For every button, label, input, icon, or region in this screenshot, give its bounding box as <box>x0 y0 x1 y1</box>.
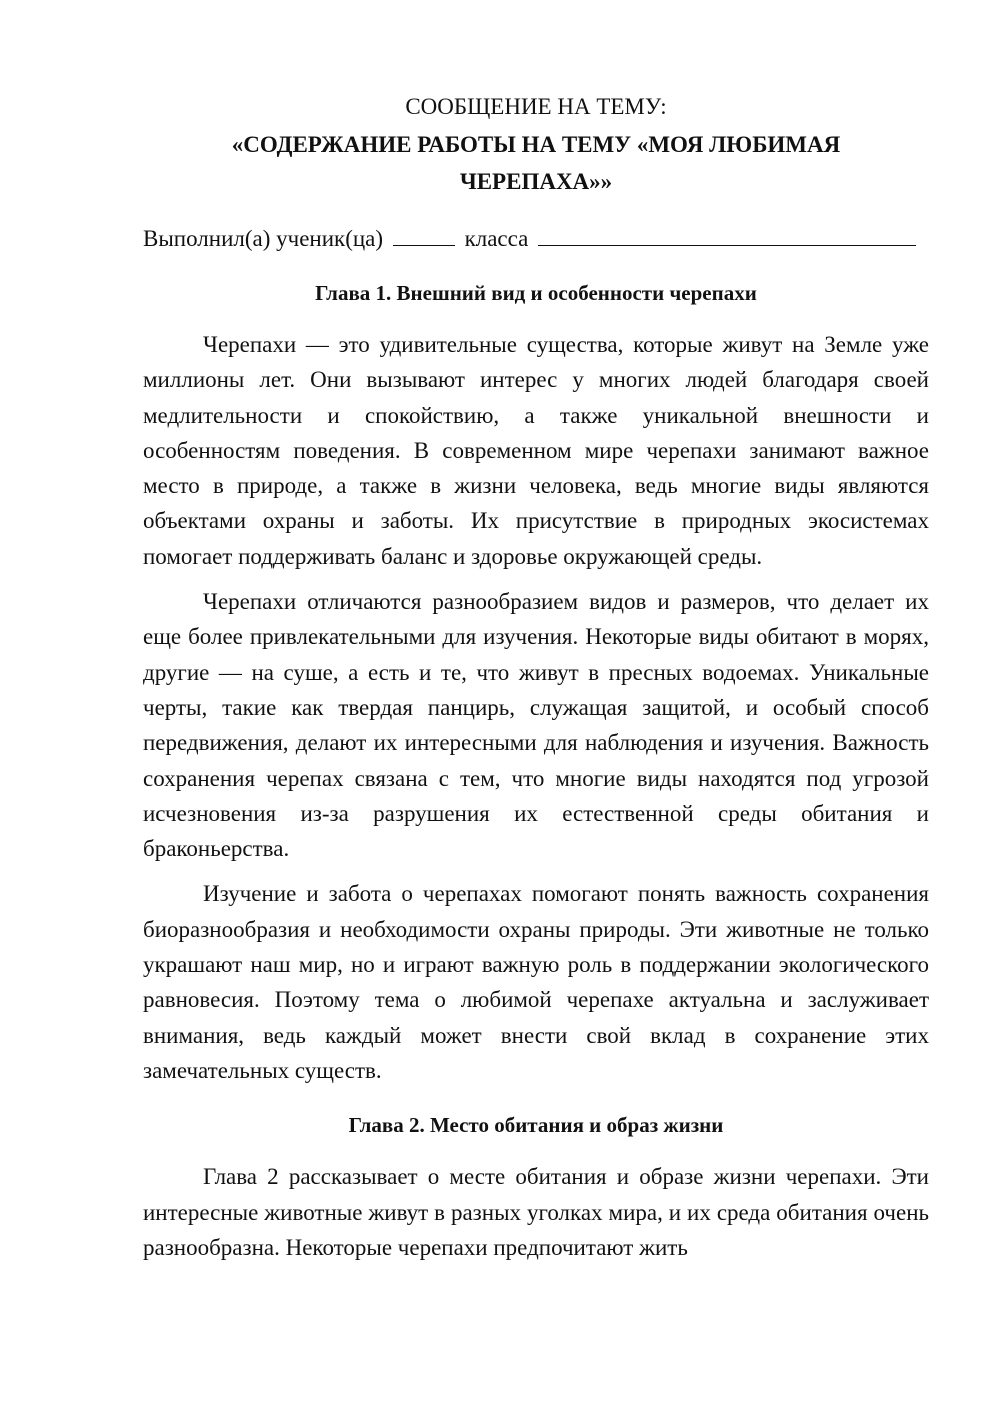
document-heading: СООБЩЕНИЕ НА ТЕМУ: <box>405 94 667 119</box>
student-name-blank[interactable] <box>538 225 916 246</box>
document-title: «СОДЕРЖАНИЕ РАБОТЫ НА ТЕМУ «МОЯ ЛЮБИМАЯ ЧЕРЕПАХА»» <box>231 132 841 194</box>
chapter-1-title: Глава 1. Внешний вид и особенности черепахи <box>315 281 757 305</box>
author-label: Выполнил(а) ученик(ца) <box>143 226 384 251</box>
chapter-2-title: Глава 2. Место обитания и образ жизни <box>348 1113 724 1138</box>
chapter-2-paragraph: Глава 2 рассказывает о месте обитания и образе жизни черепахи. Эти интересные животные живут в разных уголках мира, и их среда обитания очень разнообразна. Некоторые черепахи предпочитают жить <box>143 1164 929 1260</box>
chapter-1-paragraph: Черепахи отличаются разнообразием видов и размеров, что делает их еще более привлекательными для изучения. Некоторые виды обитают в морях, другие — на суше, а есть и те, что живут в пресных водоемах. Уникальные черты, такие как твердая панцирь, служащая защитой, и особый способ передвижения, делают их интересными для наблюдения и изучения. Важность сохранения черепах связана с тем, что многие виды находятся под угрозой исчезновения из-за разрушения их естественной среды обитания и браконьерства. <box>143 589 929 862</box>
class-number-blank[interactable] <box>393 225 455 246</box>
chapter-1-paragraph: Изучение и забота о черепахах помогают понять важность сохранения биоразнообразия и необходимости охраны природы. Эти животные не только украшают наш мир, но и играют важную роль в поддержании экологического равновесия. Поэтому тема о любимой черепахе актуальна и заслуживает внимания, ведь каждый может внести свой вклад в сохранение этих замечательных существ. <box>143 881 929 1083</box>
document-page <box>143 88 929 1265</box>
author-line <box>143 222 929 256</box>
class-label: класса <box>464 226 529 251</box>
chapter-1-paragraph: Черепахи — это удивительные существа, которые живут на Земле уже миллионы лет. Они вызывают интерес у многих людей благодаря своей медлительности и спокойствию, а также уникальной внешности и особенностям поведения. В современном мире черепахи занимают важное место в природе, а также в жизни человека, ведь многие виды являются объектами охраны и заботы. Их присутствие в природных экосистемах помогает поддерживать баланс и здоровье окружающей среды. <box>143 332 929 569</box>
